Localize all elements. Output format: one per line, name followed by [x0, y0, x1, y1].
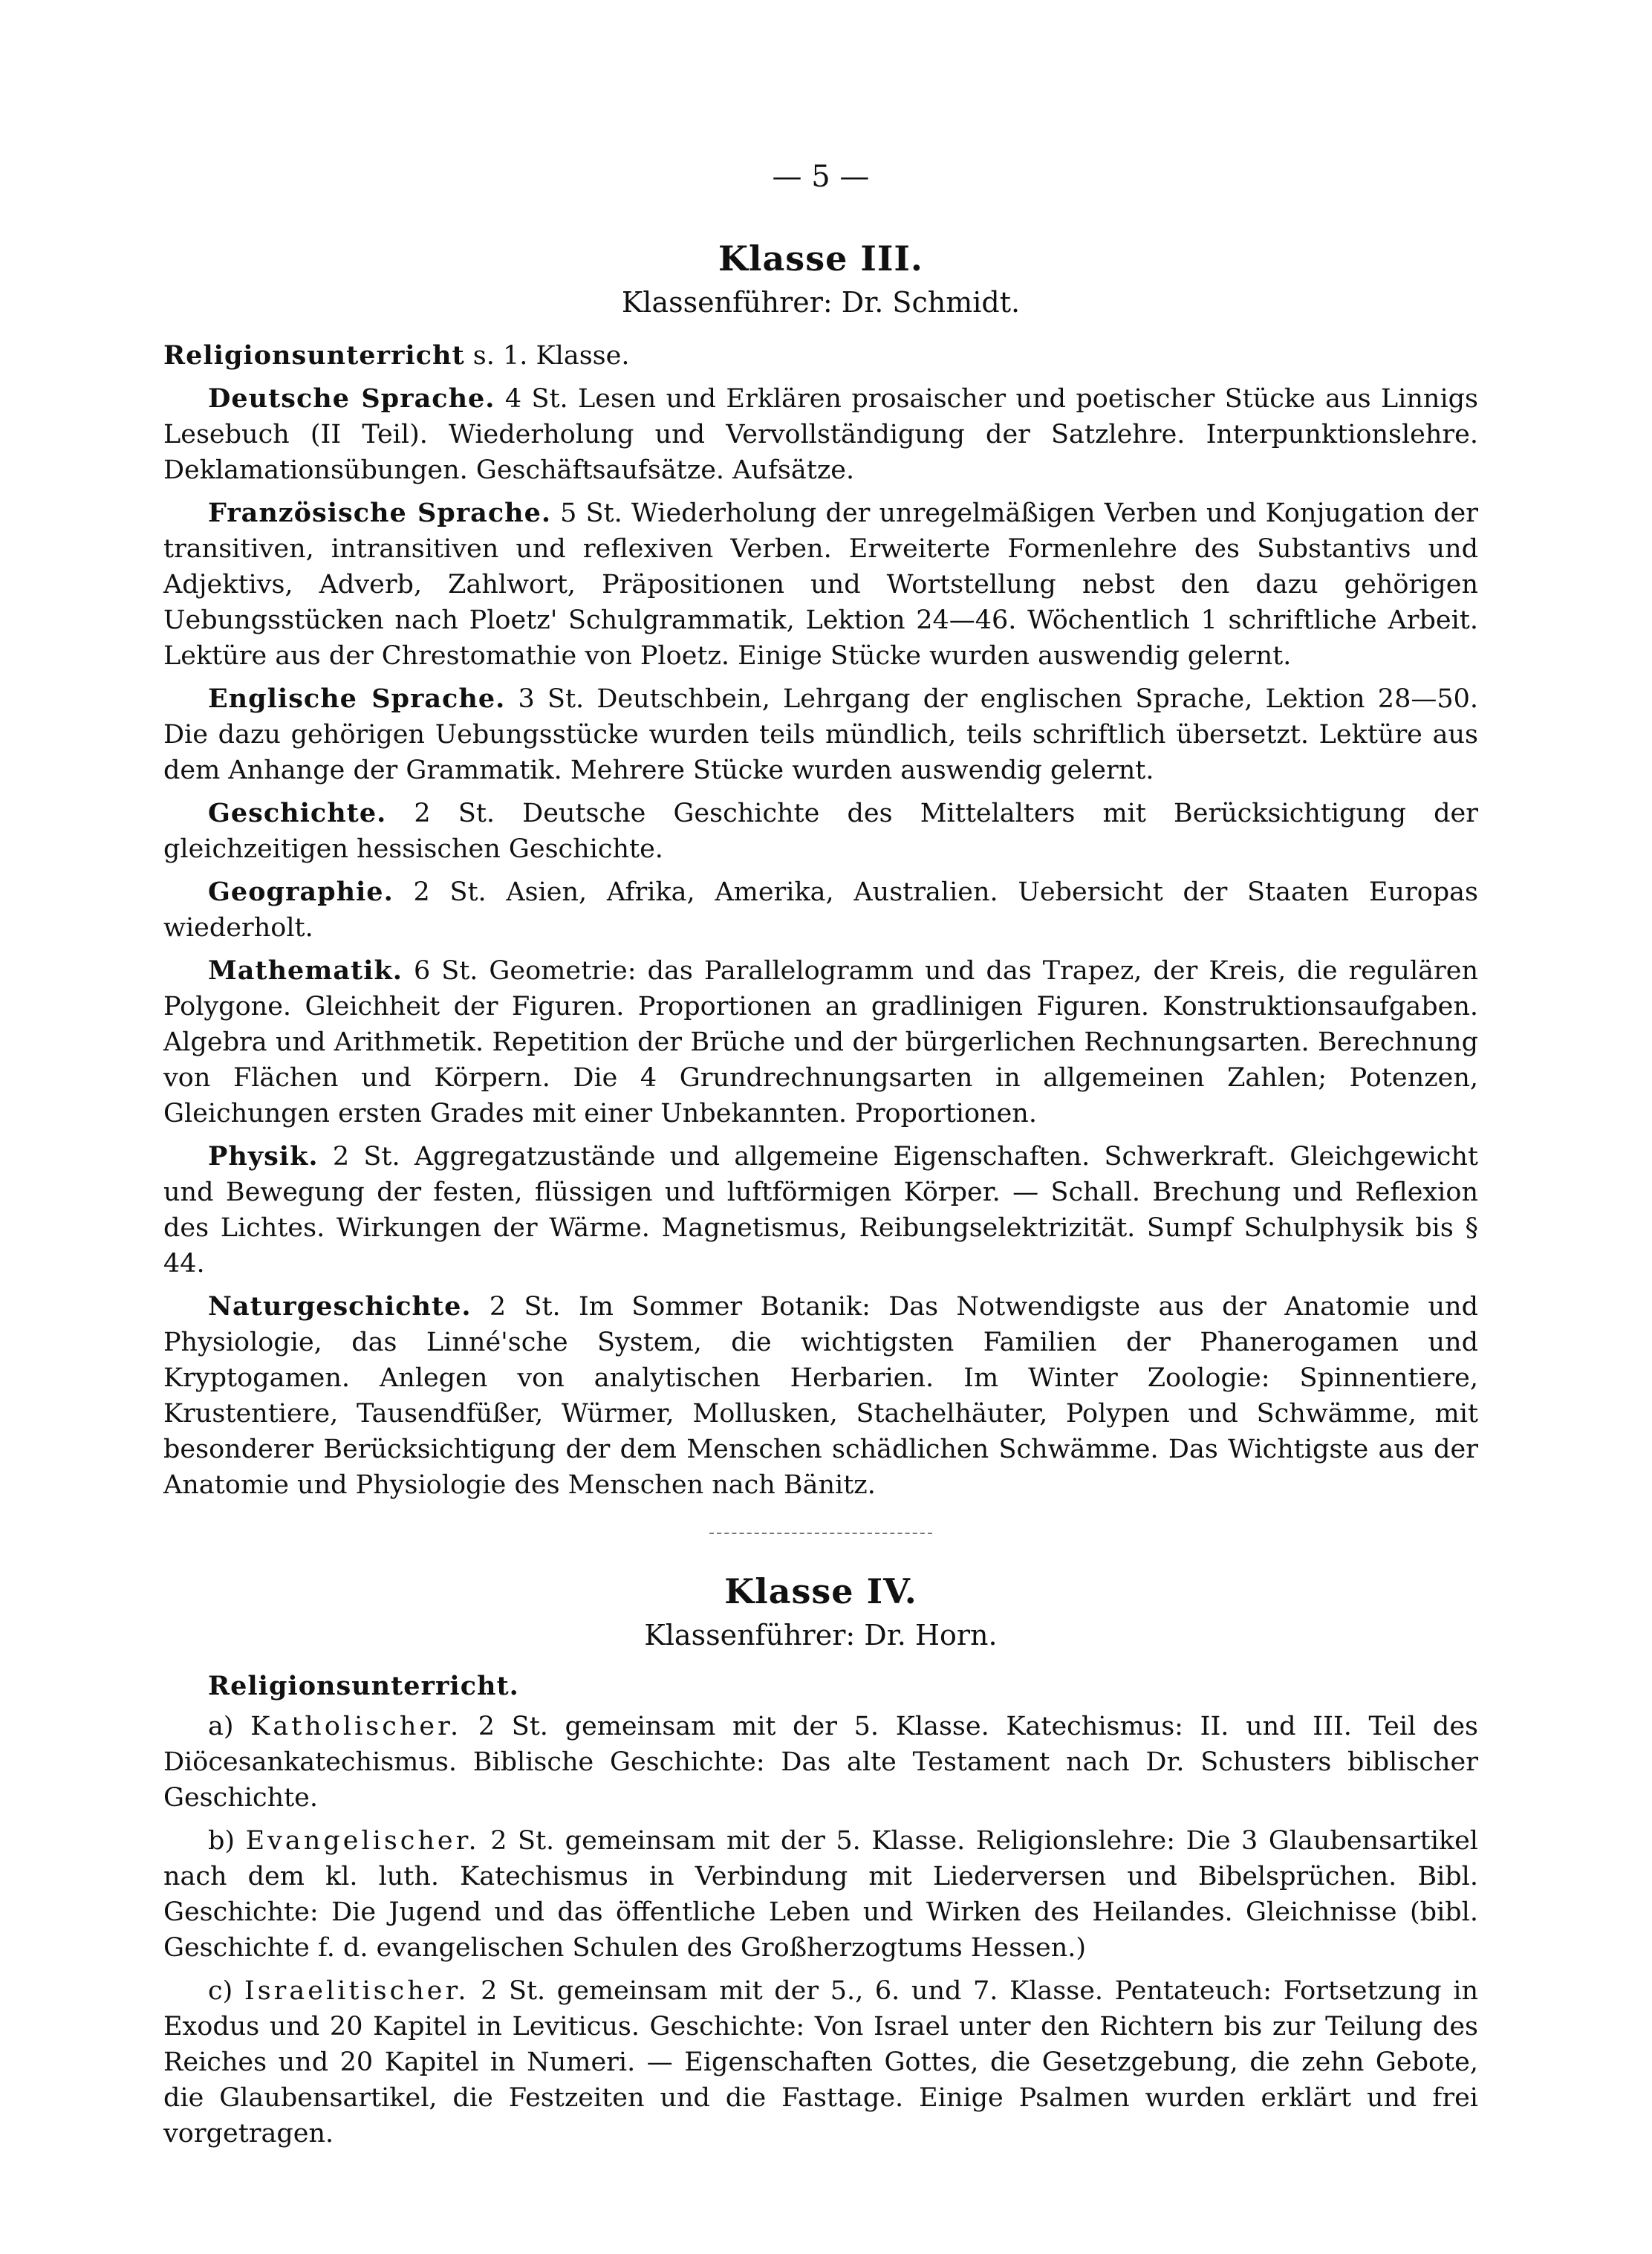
section-subject: Französische Sprache. [208, 498, 552, 528]
page-number: — 5 — [772, 160, 870, 194]
subsection-label: a) [208, 1712, 251, 1741]
class-3-block [163, 238, 1478, 1503]
class-4-religion-katholisch [163, 1709, 1478, 1816]
section-text: 2 St. Aggregatzustände und allgemeine Eigenschaften. Schwerkraft. Gleichgewicht und Bewegung der festen, flüssigen und luftförmigen Körper. — Schall. Brechung und Reflexion des Lichtes. Wirkungen der Wärme. Magnetismus, Reibungselektrizität. Sumpf Schulphysik bis § 44. [163, 1142, 1478, 1279]
section-subject: Mathematik. [208, 955, 403, 986]
section-text: 2 St. Im Sommer Botanik: Das Notwendigste aus der Anatomie und Physiologie, das Linné'sche System, die wichtigsten Familien der Phanerogamen und Kryptogamen. Anlegen von analytischen Herbarien. Im Winter Zoologie: Spinnentiere, Krustentiere, Tausendfüßer, Würmer, Mollusken, Stachelhäuter, Polypen und Schwämme, mit besonderer Berücksichtigung der dem Menschen schädlichen Schwämme. Das Wichtigste aus der Anatomie und Physiologie des Menschen nach Bänitz. [163, 1292, 1478, 1500]
subsection-name: Evangelischer. [245, 1826, 480, 1856]
class-4-block [163, 1571, 1478, 2151]
class-4-religion-heading: Religionsunterricht. [208, 1671, 519, 1701]
subsection-name: Katholischer. [250, 1712, 462, 1741]
class-3-religion-text: s. 1. Klasse. [464, 341, 630, 371]
class-3-section-mathematik [163, 953, 1478, 1131]
class-3-section-naturgeschichte [163, 1289, 1478, 1503]
class-3-section-geographie [163, 874, 1478, 946]
document-page [163, 160, 1478, 2225]
section-divider [709, 1533, 932, 1534]
section-text: 2 St. Deutsche Geschichte des Mittelalters mit Berücksichtigung der gleichzeitigen hessischen Geschichte. [163, 799, 1478, 864]
section-text: 5 St. Wiederholung der unregelmäßigen Verben und Konjugation der transitiven, intransitiven und reflexiven Verben. Erweiterte Formenlehre des Substantivs und Adjektivs, Adverb, Zahlwort, Präpositionen und Wortstellung nebst den dazu gehörigen Uebungsstücken nach Ploetz' Schulgrammatik, Lektion 24—46. Wöchentlich 1 schriftliche Arbeit. Lektüre aus der Chrestomathie von Ploetz. Einige Stücke wurden auswendig gelernt. [163, 498, 1478, 671]
class-3-religion [163, 338, 1478, 374]
subsection-label: c) [208, 1976, 244, 2006]
class-3-section-geschichte [163, 796, 1478, 867]
subsection-text: 2 St. gemeinsam mit der 5., 6. und 7. Klasse. Pentateuch: Fortsetzung in Exodus und 20 Kapitel in Leviticus. Geschichte: Von Israel unter den Richtern bis zur Teilung des Reiches und 20 Kapitel in Numeri. — Eigenschaften Gottes, die Gesetzgebung, die zehn Gebote, die Glaubensartikel, die Festzeiten und die Fasttage. Einige Psalmen wurden erklärt und frei vorgetragen. [163, 1976, 1478, 2149]
class-3-section-physik [163, 1139, 1478, 1282]
subsection-name: Israelitischer. [244, 1976, 469, 2006]
section-subject: Physik. [208, 1141, 319, 1172]
subsection-text: 2 St. gemeinsam mit der 5. Klasse. Religionslehre: Die 3 Glaubensartikel nach dem kl. luth. Katechismus in Verbindung mit Liederversen und Bibelsprüchen. Bibl. Geschichte: Die Jugend und das öffentliche Leben und Wirken des Heilandes. Gleichnisse (bibl. Geschichte f. d. evangelischen Schulen des Großherzogtums Hessen.) [163, 1826, 1479, 1963]
class-4-religion-evangelisch [163, 1823, 1478, 1966]
class-3-teacher: Klassenführer: Dr. Schmidt. [621, 286, 1021, 319]
section-subject: Naturgeschichte. [208, 1291, 472, 1322]
section-subject: Deutsche Sprache. [208, 383, 495, 414]
class-3-religion-subject: Religionsunterricht [163, 340, 465, 371]
subsection-label: b) [208, 1826, 246, 1856]
class-3-section-deutsch [163, 381, 1478, 488]
section-subject: Englische Sprache. [208, 683, 506, 714]
section-subject: Geographie. [208, 877, 394, 907]
class-4-religion-israelitisch [163, 1973, 1478, 2151]
class-3-title: Klasse III. [718, 238, 923, 279]
subsection-text: 2 St. gemeinsam mit der 5. Klasse. Katechismus: II. und III. Teil des Diöcesankatechismus. Biblische Geschichte: Das alte Testament nach Dr. Schusters biblischer Geschichte. [163, 1712, 1478, 1813]
section-text: 6 St. Geometrie: das Parallelogramm und das Trapez, der Kreis, die regulären Polygone. Gleichheit der Figuren. Proportionen an gradlinigen Figuren. Konstruktionsaufgaben. Algebra und Arithmetik. Repetition der Brüche und der bürgerlichen Rechnungsarten. Berechnung von Flächen und Körpern. Die 4 Grundrechnungsarten in allgemeinen Zahlen; Potenzen, Gleichungen ersten Grades mit einer Unbekannten. Proportionen. [163, 956, 1478, 1128]
section-text: 2 St. Asien, Afrika, Amerika, Australien. Uebersicht der Staaten Europas wiederholt. [163, 877, 1478, 943]
class-4-teacher: Klassenführer: Dr. Horn. [644, 1619, 998, 1651]
class-3-section-englisch [163, 681, 1478, 788]
class-4-title: Klasse IV. [724, 1571, 917, 1611]
section-text: 3 St. Deutschbein, Lehrgang der englischen Sprache, Lektion 28—50. Die dazu gehörigen Uebungsstücke wurden teils mündlich, teils schriftlich übersetzt. Lektüre aus dem Anhange der Grammatik. Mehrere Stücke wurden auswendig gelernt. [163, 684, 1478, 785]
section-text: 4 St. Lesen und Erklären prosaischer und poetischer Stücke aus Linnigs Lesebuch (II Teil). Wiederholung und Vervollständigung der Satzlehre. Interpunktionslehre. Deklamationsübungen. Geschäftsaufsätze. Aufsätze. [163, 384, 1479, 485]
class-3-section-franzoesisch [163, 496, 1478, 674]
section-subject: Geschichte. [208, 798, 387, 828]
